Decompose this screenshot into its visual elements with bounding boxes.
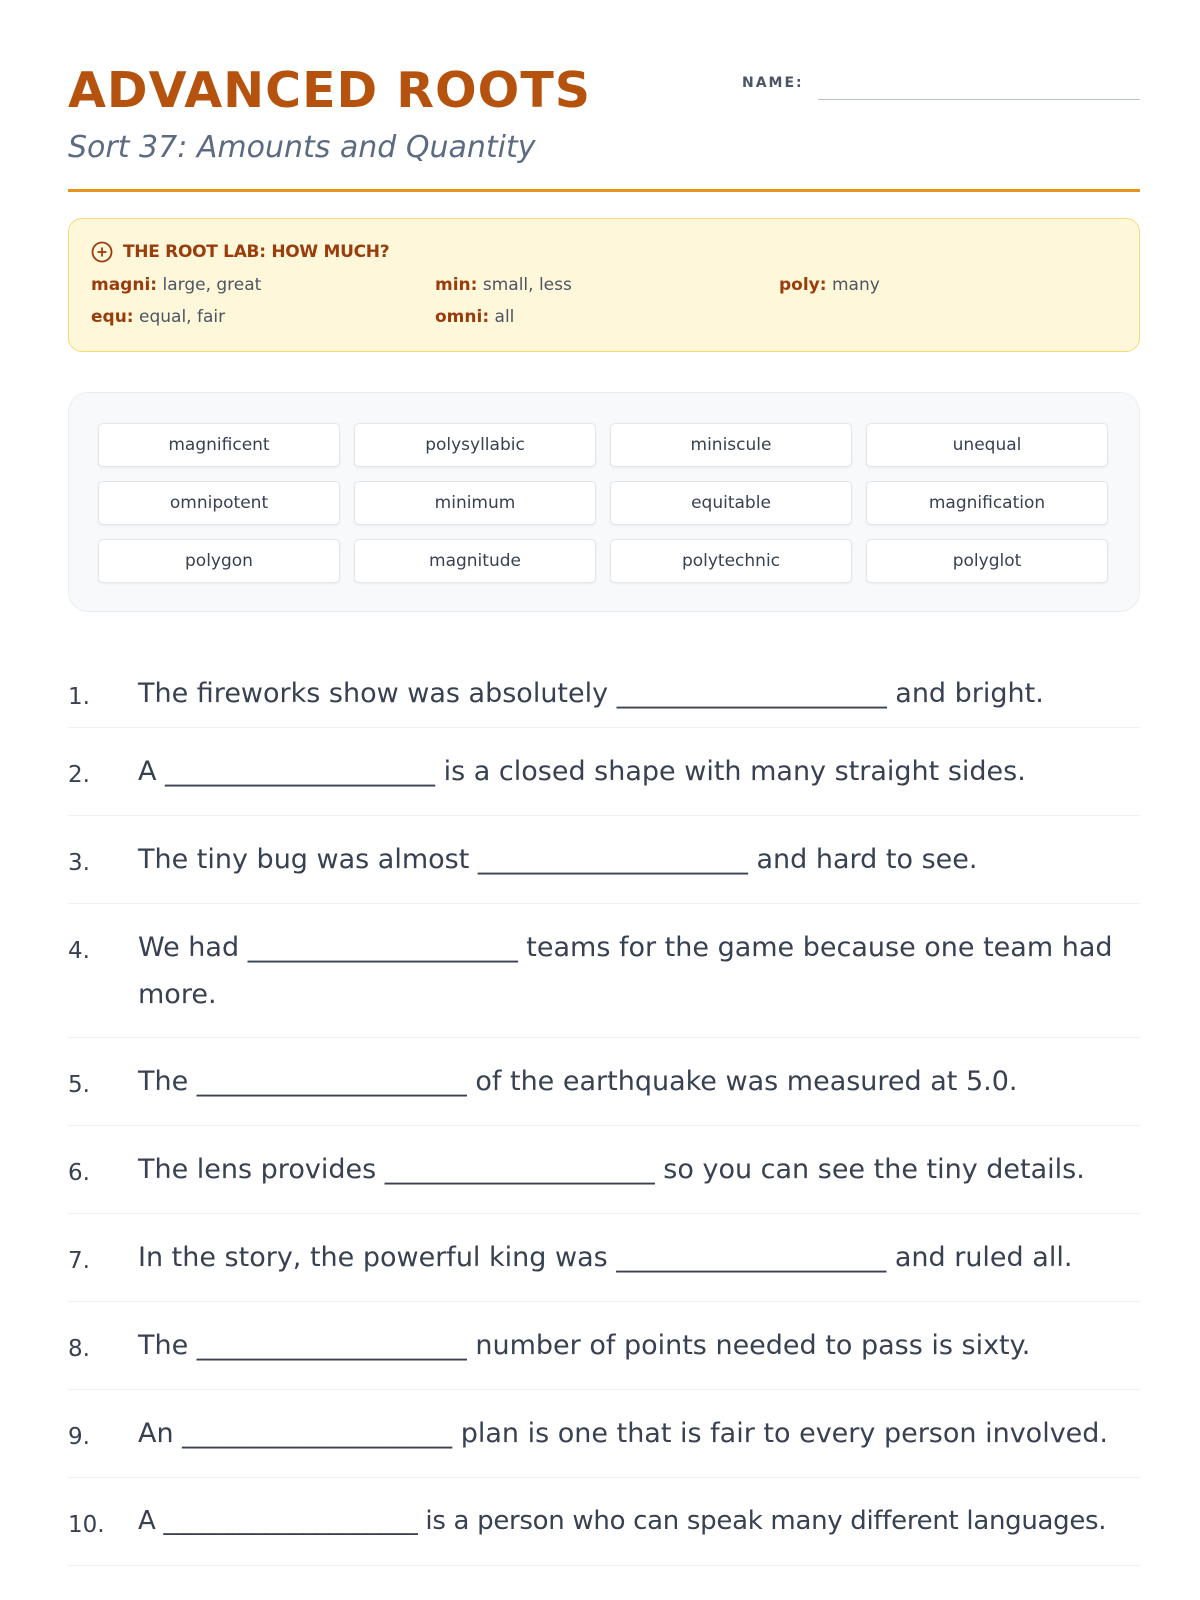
word-chip[interactable]: unequal — [866, 423, 1108, 467]
question-text: A ____________________ is a person who can speak many different languages. — [138, 1506, 1107, 1536]
word-chip[interactable]: polysyllabic — [354, 423, 596, 467]
root-lab-title-text: THE ROOT LAB: HOW MUCH? — [123, 242, 390, 262]
question-text: An ____________________ plan is one that is fair to every person involved. — [138, 1418, 1109, 1449]
root-item — [779, 275, 880, 295]
page-subtitle: Sort 37: Amounts and Quantity — [68, 130, 536, 165]
question-text: The tiny bug was almost ____________________ and hard to see. — [138, 844, 978, 875]
question-text: The ____________________ of the earthquake was measured at 5.0. — [138, 1066, 1018, 1097]
question-number: 10. — [68, 1512, 105, 1538]
root-meaning: large, great — [162, 275, 262, 295]
name-field-line[interactable] — [818, 99, 1140, 100]
root-meaning: equal, fair — [139, 307, 226, 327]
root-lab-title — [91, 241, 389, 263]
word-chip[interactable]: polyglot — [866, 539, 1108, 583]
question-number: 2. — [68, 762, 90, 788]
question-number: 8. — [68, 1336, 90, 1362]
word-chip[interactable]: omnipotent — [98, 481, 340, 525]
question-text: The lens provides ____________________ so you can see the tiny details. — [138, 1154, 1085, 1185]
question-item — [68, 904, 1140, 1038]
question-item — [68, 1126, 1140, 1214]
question-text: In the story, the powerful king was ____________________ and ruled all. — [138, 1242, 1073, 1273]
word-chip[interactable]: magnification — [866, 481, 1108, 525]
question-number: 6. — [68, 1160, 90, 1186]
question-text: The ____________________ number of points needed to pass is sixty. — [138, 1330, 1031, 1361]
question-number: 9. — [68, 1424, 90, 1450]
question-list — [68, 650, 1140, 1566]
question-item — [68, 1038, 1140, 1126]
root-term: equ: — [91, 307, 134, 327]
word-bank — [68, 392, 1140, 612]
question-number: 5. — [68, 1072, 90, 1098]
root-term: omni: — [435, 307, 490, 327]
plus-circle-icon — [91, 241, 113, 263]
word-chip[interactable]: polytechnic — [610, 539, 852, 583]
root-item — [91, 275, 261, 295]
question-text: We had ____________________ teams for the game because one team had more. — [138, 932, 1113, 1010]
root-term: poly: — [779, 275, 827, 295]
question-number: 7. — [68, 1248, 90, 1274]
worksheet-header — [68, 0, 1140, 192]
root-meaning: small, less — [482, 275, 572, 295]
root-item — [91, 307, 225, 327]
word-chip[interactable]: miniscule — [610, 423, 852, 467]
question-item — [68, 728, 1140, 816]
word-chip[interactable]: magnificent — [98, 423, 340, 467]
worksheet-page — [68, 0, 1140, 1538]
root-item — [435, 275, 572, 295]
word-chip[interactable]: equitable — [610, 481, 852, 525]
word-chip[interactable]: polygon — [98, 539, 340, 583]
word-chip[interactable]: magnitude — [354, 539, 596, 583]
root-item — [435, 307, 514, 327]
question-item — [68, 650, 1140, 728]
question-item — [68, 1214, 1140, 1302]
question-item — [68, 1302, 1140, 1390]
question-text: A ____________________ is a closed shape with many straight sides. — [138, 756, 1026, 787]
question-item — [68, 1390, 1140, 1478]
root-term: magni: — [91, 275, 158, 295]
question-item — [68, 816, 1140, 904]
question-number: 4. — [68, 938, 90, 964]
question-text: The fireworks show was absolutely ____________________ and bright. — [138, 678, 1044, 709]
name-label: NAME: — [742, 75, 804, 91]
root-meaning: all — [494, 307, 515, 327]
root-lab-box — [68, 218, 1140, 352]
word-chip[interactable]: minimum — [354, 481, 596, 525]
page-title: ADVANCED ROOTS — [68, 62, 592, 119]
question-number: 1. — [68, 684, 90, 710]
question-item — [68, 1478, 1140, 1566]
root-meaning: many — [831, 275, 880, 295]
root-term: min: — [435, 275, 478, 295]
question-number: 3. — [68, 850, 90, 876]
